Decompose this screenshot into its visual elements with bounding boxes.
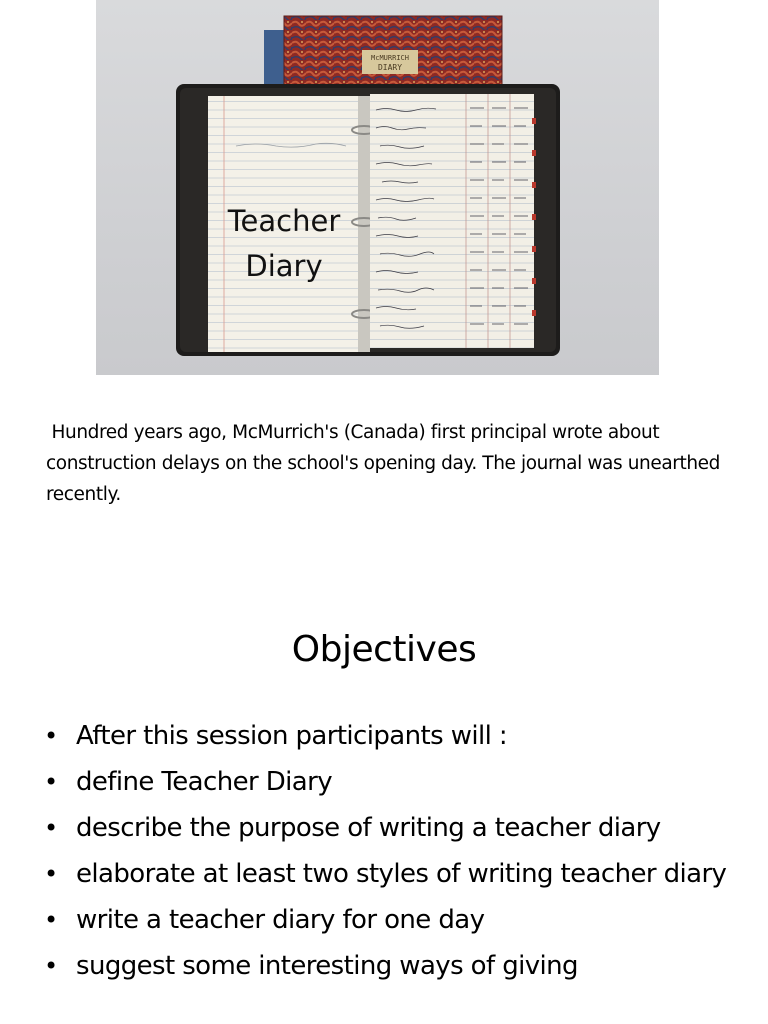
bullet-icon: •: [44, 952, 58, 980]
overlay-title-line2: Diary: [245, 249, 323, 283]
svg-text:McMURRICH: McMURRICH: [371, 54, 409, 62]
right-page: [370, 94, 536, 348]
objectives-heading: Objectives: [291, 629, 477, 670]
diary-illustration: [96, 0, 659, 375]
list-item: [42, 900, 742, 940]
list-item: [42, 808, 742, 848]
photo-caption: Hundred years ago, McMurrich's (Canada) first principal wrote about construction delays on the school's opening day. The journal was unearthed recently.: [46, 422, 726, 505]
bullet-icon: •: [44, 906, 58, 934]
objectives-list: [42, 716, 742, 992]
list-item-text: elaborate at least two styles of writing teacher diary: [76, 859, 727, 889]
bullet-icon: •: [44, 814, 58, 842]
list-item-text: write a teacher diary for one day: [76, 905, 485, 935]
list-item-text: define Teacher Diary: [76, 767, 332, 797]
bullet-icon: •: [44, 722, 58, 750]
list-item-text: After this session participants will :: [76, 721, 508, 751]
list-item: [42, 854, 742, 894]
list-item: [42, 946, 742, 986]
list-item: [42, 762, 742, 802]
bullet-icon: •: [44, 768, 58, 796]
list-item-text: suggest some interesting ways of giving: [76, 951, 578, 981]
svg-text:DIARY: DIARY: [377, 63, 403, 72]
overlay-title-line1: Teacher: [227, 204, 341, 238]
diary-photo: [96, 0, 659, 375]
photo-overlay-title: [209, 199, 359, 289]
list-item: [42, 716, 742, 756]
bullet-icon: •: [44, 860, 58, 888]
list-item-text: describe the purpose of writing a teacher diary: [76, 813, 661, 843]
